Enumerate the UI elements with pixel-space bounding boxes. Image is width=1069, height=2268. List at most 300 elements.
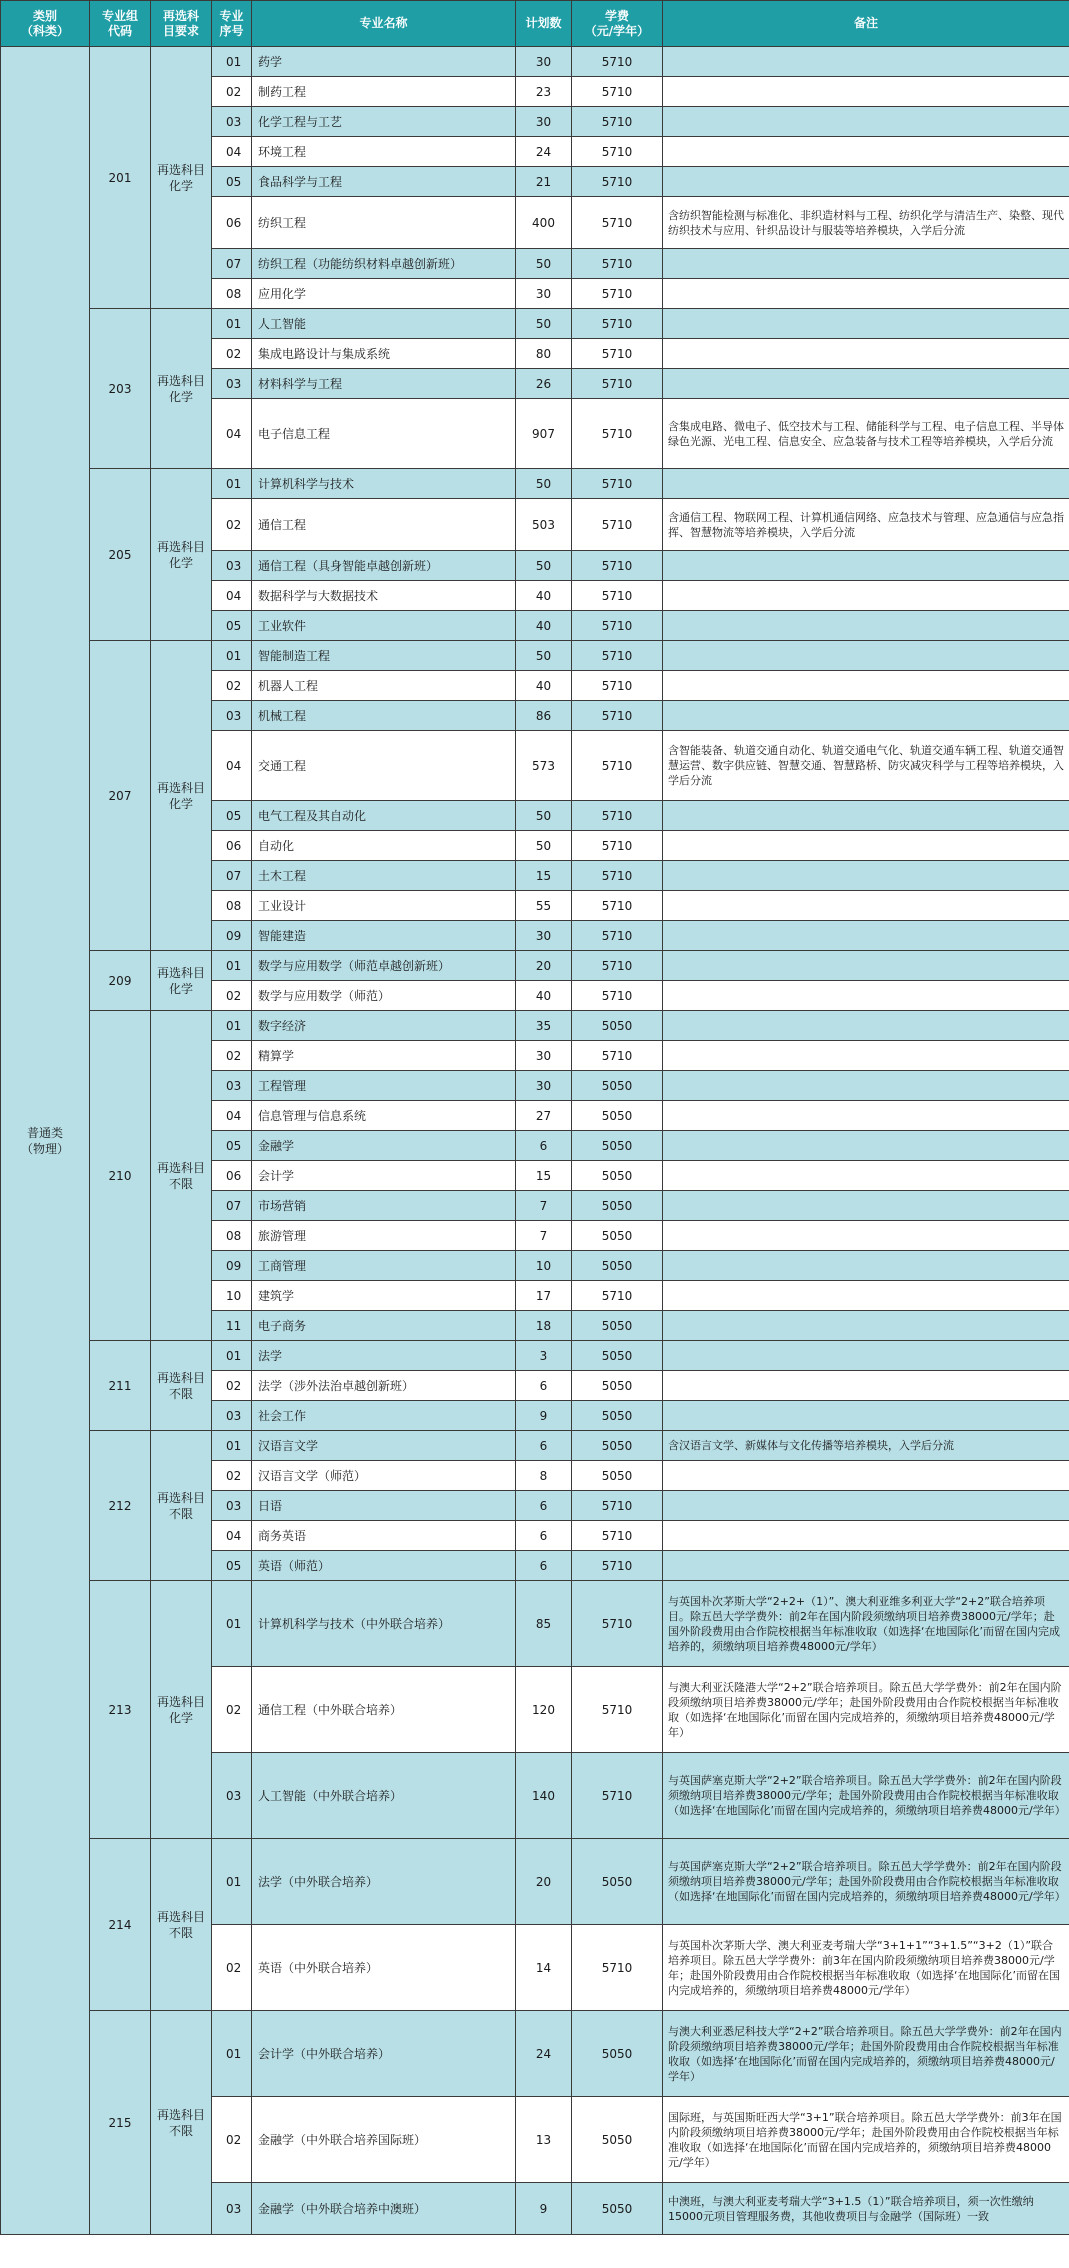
major-seq-cell: 06	[212, 831, 252, 861]
major-name-cell: 智能建造	[252, 921, 516, 951]
major-name-cell: 汉语言文学（师范）	[252, 1461, 516, 1491]
group-code-cell: 203	[90, 309, 151, 469]
fee-cell: 5710	[572, 701, 663, 731]
major-name-cell: 人工智能（中外联合培养）	[252, 1753, 516, 1839]
quota-cell: 15	[516, 861, 572, 891]
fee-cell: 5710	[572, 611, 663, 641]
remark-cell	[663, 891, 1069, 921]
major-seq-cell: 03	[212, 2183, 252, 2235]
remark-cell	[663, 1101, 1069, 1131]
remark-cell	[663, 309, 1069, 339]
quota-cell: 9	[516, 1401, 572, 1431]
major-name-cell: 应用化学	[252, 279, 516, 309]
remark-cell	[663, 469, 1069, 499]
major-name-cell: 计算机科学与技术	[252, 469, 516, 499]
quota-cell: 40	[516, 981, 572, 1011]
fee-cell: 5710	[572, 339, 663, 369]
major-name-cell: 旅游管理	[252, 1221, 516, 1251]
major-seq-cell: 02	[212, 339, 252, 369]
fee-cell: 5710	[572, 671, 663, 701]
remark-cell	[663, 1071, 1069, 1101]
remark-cell: 与英国萨塞克斯大学“2+2”联合培养项目。除五邑大学学费外：前2年在国内阶段须缴纳项目培养费38000元/学年；赴国外阶段费用由合作院校根据当年标准收取（如选择‘在地国际化’而留在国内完成培养的，须缴纳项目培养费48000元/学年）	[663, 1839, 1069, 1925]
quota-cell: 503	[516, 499, 572, 551]
major-name-cell: 工商管理	[252, 1251, 516, 1281]
remark-cell	[663, 641, 1069, 671]
major-seq-cell: 02	[212, 1041, 252, 1071]
remark-cell: 含纺织智能检测与标准化、非织造材料与工程、纺织化学与清洁生产、染整、现代纺织技术与应用、针织品设计与服装等培养模块，入学后分流	[663, 197, 1069, 249]
major-name-cell: 信息管理与信息系统	[252, 1101, 516, 1131]
major-seq-cell: 05	[212, 801, 252, 831]
fee-cell: 5710	[572, 1491, 663, 1521]
remark-cell	[663, 339, 1069, 369]
remark-cell	[663, 279, 1069, 309]
major-name-cell: 制药工程	[252, 77, 516, 107]
remark-cell: 含集成电路、微电子、低空技术与工程、储能科学与工程、电子信息工程、半导体绿色光源、光电工程、信息安全、应急装备与技术工程等培养模块，入学后分流	[663, 399, 1069, 469]
remark-cell	[663, 77, 1069, 107]
quota-cell: 20	[516, 951, 572, 981]
major-name-cell: 机械工程	[252, 701, 516, 731]
major-seq-cell: 01	[212, 1431, 252, 1461]
remark-cell	[663, 1041, 1069, 1071]
fee-cell: 5710	[572, 1667, 663, 1753]
major-seq-cell: 01	[212, 1341, 252, 1371]
major-seq-cell: 04	[212, 1101, 252, 1131]
fee-cell: 5710	[572, 77, 663, 107]
major-name-cell: 法学（涉外法治卓越创新班）	[252, 1371, 516, 1401]
fee-cell: 5050	[572, 1311, 663, 1341]
quota-cell: 24	[516, 2011, 572, 2097]
remark-cell	[663, 249, 1069, 279]
group-code-cell: 215	[90, 2011, 151, 2235]
major-seq-cell: 07	[212, 249, 252, 279]
group-code-cell: 205	[90, 469, 151, 641]
fee-cell: 5050	[572, 1839, 663, 1925]
fee-cell: 5710	[572, 469, 663, 499]
fee-cell: 5710	[572, 551, 663, 581]
major-seq-cell: 07	[212, 1191, 252, 1221]
major-name-cell: 智能制造工程	[252, 641, 516, 671]
quota-cell: 6	[516, 1551, 572, 1581]
col-header-remark: 备注	[663, 1, 1069, 47]
major-seq-cell: 02	[212, 499, 252, 551]
table-row	[1, 1341, 1069, 1371]
fee-cell: 5710	[572, 1925, 663, 2011]
subject-requirement-cell: 再选科目 化学	[151, 641, 212, 951]
fee-cell: 5710	[572, 1521, 663, 1551]
group-code-cell: 214	[90, 1839, 151, 2011]
quota-cell: 26	[516, 369, 572, 399]
major-name-cell: 英语（师范）	[252, 1551, 516, 1581]
col-header-quota: 计划数	[516, 1, 572, 47]
quota-cell: 400	[516, 197, 572, 249]
quota-cell: 8	[516, 1461, 572, 1491]
quota-cell: 15	[516, 1161, 572, 1191]
quota-cell: 13	[516, 2097, 572, 2183]
major-seq-cell: 09	[212, 1251, 252, 1281]
remark-cell	[663, 1521, 1069, 1551]
fee-cell: 5710	[572, 399, 663, 469]
remark-cell	[663, 671, 1069, 701]
major-seq-cell: 05	[212, 167, 252, 197]
major-seq-cell: 06	[212, 197, 252, 249]
remark-cell	[663, 1491, 1069, 1521]
major-seq-cell: 04	[212, 137, 252, 167]
fee-cell: 5050	[572, 1101, 663, 1131]
fee-cell: 5050	[572, 2011, 663, 2097]
major-name-cell: 建筑学	[252, 1281, 516, 1311]
quota-cell: 50	[516, 551, 572, 581]
quota-cell: 10	[516, 1251, 572, 1281]
major-seq-cell: 05	[212, 1551, 252, 1581]
fee-cell: 5050	[572, 1401, 663, 1431]
subject-requirement-cell: 再选科目 化学	[151, 469, 212, 641]
subject-requirement-cell: 再选科目 不限	[151, 1839, 212, 2011]
quota-cell: 6	[516, 1521, 572, 1551]
remark-cell	[663, 369, 1069, 399]
remark-cell: 与英国朴次茅斯大学“2+2+（1）”、澳大利亚维多利亚大学“2+2”联合培养项目。除五邑大学学费外：前2年在国内阶段须缴纳项目培养费38000元/学年；赴国外阶段费用由合作院校根据当年标准收取（如选择‘在地国际化’而留在国内完成培养的，须缴纳项目培养费48000元/学年）	[663, 1581, 1069, 1667]
remark-cell: 与英国朴次茅斯大学、澳大利亚麦考瑞大学“3+1+1”“3+1.5”“3+2（1）”联合培养项目。除五邑大学学费外：前3年在国内阶段须缴纳项目培养费38000元/学年；赴国外阶段费用由合作院校根据当年标准收取（如选择‘在地国际化’而留在国内完成培养的，须缴纳项目培养费48000元/学年）	[663, 1925, 1069, 2011]
major-seq-cell: 09	[212, 921, 252, 951]
fee-cell: 5710	[572, 249, 663, 279]
fee-cell: 5710	[572, 167, 663, 197]
quota-cell: 30	[516, 921, 572, 951]
quota-cell: 50	[516, 249, 572, 279]
quota-cell: 21	[516, 167, 572, 197]
fee-cell: 5710	[572, 831, 663, 861]
major-name-cell: 日语	[252, 1491, 516, 1521]
quota-cell: 3	[516, 1341, 572, 1371]
quota-cell: 40	[516, 671, 572, 701]
subject-requirement-cell: 再选科目 不限	[151, 1341, 212, 1431]
remark-cell	[663, 921, 1069, 951]
major-seq-cell: 03	[212, 1753, 252, 1839]
subject-requirement-cell: 再选科目 不限	[151, 1431, 212, 1581]
fee-cell: 5710	[572, 1551, 663, 1581]
major-seq-cell: 08	[212, 279, 252, 309]
col-header-category: 类别 （科类）	[1, 1, 90, 47]
fee-cell: 5710	[572, 1581, 663, 1667]
major-seq-cell: 02	[212, 1371, 252, 1401]
quota-cell: 55	[516, 891, 572, 921]
col-header-seq: 专业 序号	[212, 1, 252, 47]
table-row	[1, 469, 1069, 499]
quota-cell: 30	[516, 47, 572, 77]
remark-cell: 与英国萨塞克斯大学“2+2”联合培养项目。除五邑大学学费外：前2年在国内阶段须缴纳项目培养费38000元/学年；赴国外阶段费用由合作院校根据当年标准收取（如选择‘在地国际化’而留在国内完成培养的，须缴纳项目培养费48000元/学年）	[663, 1753, 1069, 1839]
major-seq-cell: 03	[212, 1071, 252, 1101]
remark-cell	[663, 1311, 1069, 1341]
fee-cell: 5050	[572, 2183, 663, 2235]
major-name-cell: 机器人工程	[252, 671, 516, 701]
quota-cell: 573	[516, 731, 572, 801]
col-header-major: 专业名称	[252, 1, 516, 47]
fee-cell: 5710	[572, 921, 663, 951]
fee-cell: 5050	[572, 1341, 663, 1371]
major-seq-cell: 02	[212, 1925, 252, 2011]
fee-cell: 5710	[572, 309, 663, 339]
major-name-cell: 英语（中外联合培养）	[252, 1925, 516, 2011]
major-seq-cell: 03	[212, 1491, 252, 1521]
major-seq-cell: 03	[212, 107, 252, 137]
remark-cell: 含智能装备、轨道交通自动化、轨道交通电气化、轨道交通车辆工程、轨道交通智慧运营、数字供应链、智慧交通、智慧路桥、防灾减灾科学与工程等培养模块，入学后分流	[663, 731, 1069, 801]
subject-requirement-cell: 再选科目 化学	[151, 1581, 212, 1839]
remark-cell	[663, 611, 1069, 641]
table-body	[1, 47, 1069, 2235]
remark-cell	[663, 1401, 1069, 1431]
quota-cell: 7	[516, 1221, 572, 1251]
major-name-cell: 交通工程	[252, 731, 516, 801]
quota-cell: 9	[516, 2183, 572, 2235]
quota-cell: 6	[516, 1431, 572, 1461]
major-name-cell: 通信工程	[252, 499, 516, 551]
major-name-cell: 法学	[252, 1341, 516, 1371]
major-name-cell: 会计学	[252, 1161, 516, 1191]
major-name-cell: 数字经济	[252, 1011, 516, 1041]
major-seq-cell: 01	[212, 469, 252, 499]
remark-cell	[663, 1221, 1069, 1251]
major-seq-cell: 01	[212, 1581, 252, 1667]
quota-cell: 14	[516, 1925, 572, 2011]
remark-cell	[663, 1191, 1069, 1221]
major-seq-cell: 01	[212, 2011, 252, 2097]
major-seq-cell: 04	[212, 581, 252, 611]
major-name-cell: 环境工程	[252, 137, 516, 167]
group-code-cell: 213	[90, 1581, 151, 1839]
major-name-cell: 数学与应用数学（师范）	[252, 981, 516, 1011]
remark-cell: 含汉语言文学、新媒体与文化传播等培养模块，入学后分流	[663, 1431, 1069, 1461]
fee-cell: 5710	[572, 47, 663, 77]
major-name-cell: 通信工程（中外联合培养）	[252, 1667, 516, 1753]
major-seq-cell: 02	[212, 981, 252, 1011]
fee-cell: 5710	[572, 1041, 663, 1071]
fee-cell: 5710	[572, 581, 663, 611]
fee-cell: 5050	[572, 1431, 663, 1461]
quota-cell: 27	[516, 1101, 572, 1131]
subject-requirement-cell: 再选科目 不限	[151, 1011, 212, 1341]
quota-cell: 23	[516, 77, 572, 107]
quota-cell: 50	[516, 469, 572, 499]
quota-cell: 50	[516, 801, 572, 831]
major-name-cell: 电子商务	[252, 1311, 516, 1341]
fee-cell: 5050	[572, 1461, 663, 1491]
remark-cell	[663, 581, 1069, 611]
quota-cell: 24	[516, 137, 572, 167]
fee-cell: 5710	[572, 1753, 663, 1839]
major-name-cell: 数据科学与大数据技术	[252, 581, 516, 611]
major-seq-cell: 08	[212, 891, 252, 921]
quota-cell: 140	[516, 1753, 572, 1839]
remark-cell	[663, 1461, 1069, 1491]
major-name-cell: 人工智能	[252, 309, 516, 339]
major-name-cell: 材料科学与工程	[252, 369, 516, 399]
quota-cell: 6	[516, 1131, 572, 1161]
table-row	[1, 47, 1069, 77]
fee-cell: 5050	[572, 1191, 663, 1221]
major-seq-cell: 01	[212, 1839, 252, 1925]
major-name-cell: 纺织工程（功能纺织材料卓越创新班）	[252, 249, 516, 279]
table-row	[1, 2011, 1069, 2097]
fee-cell: 5710	[572, 641, 663, 671]
quota-cell: 30	[516, 1071, 572, 1101]
fee-cell: 5050	[572, 2097, 663, 2183]
remark-cell	[663, 1011, 1069, 1041]
fee-cell: 5050	[572, 1251, 663, 1281]
group-code-cell: 201	[90, 47, 151, 309]
major-seq-cell: 02	[212, 1667, 252, 1753]
major-seq-cell: 01	[212, 641, 252, 671]
quota-cell: 20	[516, 1839, 572, 1925]
major-seq-cell: 02	[212, 671, 252, 701]
major-seq-cell: 01	[212, 951, 252, 981]
quota-cell: 86	[516, 701, 572, 731]
major-seq-cell: 02	[212, 77, 252, 107]
major-name-cell: 计算机科学与技术（中外联合培养）	[252, 1581, 516, 1667]
major-name-cell: 市场营销	[252, 1191, 516, 1221]
quota-cell: 30	[516, 107, 572, 137]
major-seq-cell: 11	[212, 1311, 252, 1341]
remark-cell: 国际班，与英国斯旺西大学“3+1”联合培养项目。除五邑大学学费外：前3年在国内阶段须缴纳项目培养费38000元/学年；赴国外阶段费用由合作院校根据当年标准收取（如选择‘在地国际化’而留在国内完成培养的，须缴纳项目培养费48000元/学年）	[663, 2097, 1069, 2183]
quota-cell: 6	[516, 1371, 572, 1401]
major-seq-cell: 03	[212, 369, 252, 399]
major-seq-cell: 01	[212, 47, 252, 77]
fee-cell: 5710	[572, 1281, 663, 1311]
major-name-cell: 汉语言文学	[252, 1431, 516, 1461]
major-name-cell: 会计学（中外联合培养）	[252, 2011, 516, 2097]
fee-cell: 5050	[572, 1131, 663, 1161]
quota-cell: 907	[516, 399, 572, 469]
group-code-cell: 212	[90, 1431, 151, 1581]
remark-cell	[663, 1251, 1069, 1281]
table-row	[1, 1011, 1069, 1041]
quota-cell: 17	[516, 1281, 572, 1311]
quota-cell: 18	[516, 1311, 572, 1341]
remark-cell	[663, 1371, 1069, 1401]
major-name-cell: 药学	[252, 47, 516, 77]
major-seq-cell: 04	[212, 731, 252, 801]
major-seq-cell: 02	[212, 2097, 252, 2183]
fee-cell: 5710	[572, 369, 663, 399]
remark-cell	[663, 1161, 1069, 1191]
fee-cell: 5710	[572, 801, 663, 831]
remark-cell	[663, 861, 1069, 891]
remark-cell	[663, 551, 1069, 581]
major-name-cell: 社会工作	[252, 1401, 516, 1431]
major-name-cell: 商务英语	[252, 1521, 516, 1551]
subject-requirement-cell: 再选科目 化学	[151, 309, 212, 469]
header-row	[1, 1, 1069, 47]
major-name-cell: 金融学（中外联合培养中澳班）	[252, 2183, 516, 2235]
major-name-cell: 金融学（中外联合培养国际班）	[252, 2097, 516, 2183]
table-row	[1, 309, 1069, 339]
major-name-cell: 食品科学与工程	[252, 167, 516, 197]
fee-cell: 5050	[572, 1071, 663, 1101]
major-seq-cell: 10	[212, 1281, 252, 1311]
fee-cell: 5710	[572, 731, 663, 801]
subject-requirement-cell: 再选科目 化学	[151, 47, 212, 309]
major-seq-cell: 08	[212, 1221, 252, 1251]
quota-cell: 120	[516, 1667, 572, 1753]
major-name-cell: 精算学	[252, 1041, 516, 1071]
fee-cell: 5710	[572, 137, 663, 167]
quota-cell: 50	[516, 831, 572, 861]
major-name-cell: 集成电路设计与集成系统	[252, 339, 516, 369]
major-seq-cell: 01	[212, 1011, 252, 1041]
major-seq-cell: 04	[212, 1521, 252, 1551]
major-seq-cell: 05	[212, 611, 252, 641]
quota-cell: 40	[516, 611, 572, 641]
major-name-cell: 工业设计	[252, 891, 516, 921]
major-seq-cell: 07	[212, 861, 252, 891]
group-code-cell: 210	[90, 1011, 151, 1341]
major-name-cell: 通信工程（具身智能卓越创新班）	[252, 551, 516, 581]
major-name-cell: 数学与应用数学（师范卓越创新班）	[252, 951, 516, 981]
major-name-cell: 法学（中外联合培养）	[252, 1839, 516, 1925]
quota-cell: 35	[516, 1011, 572, 1041]
remark-cell	[663, 981, 1069, 1011]
fee-cell: 5710	[572, 107, 663, 137]
remark-cell	[663, 1341, 1069, 1371]
major-seq-cell: 03	[212, 701, 252, 731]
major-seq-cell: 06	[212, 1161, 252, 1191]
major-seq-cell: 04	[212, 399, 252, 469]
remark-cell: 与澳大利亚沃隆港大学“2+2”联合培养项目。除五邑大学学费外：前2年在国内阶段须缴纳项目培养费38000元/学年；赴国外阶段费用由合作院校根据当年标准收取（如选择‘在地国际化’而留在国内完成培养的，须缴纳项目培养费48000元/学年）	[663, 1667, 1069, 1753]
fee-cell: 5710	[572, 499, 663, 551]
remark-cell	[663, 1131, 1069, 1161]
fee-cell: 5710	[572, 197, 663, 249]
fee-cell: 5710	[572, 891, 663, 921]
table-row	[1, 641, 1069, 671]
major-seq-cell: 01	[212, 309, 252, 339]
group-code-cell: 209	[90, 951, 151, 1011]
major-seq-cell: 02	[212, 1461, 252, 1491]
fee-cell: 5050	[572, 1011, 663, 1041]
fee-cell: 5710	[572, 951, 663, 981]
quota-cell: 40	[516, 581, 572, 611]
major-name-cell: 工业软件	[252, 611, 516, 641]
col-header-subject-req: 再选科 目要求	[151, 1, 212, 47]
fee-cell: 5050	[572, 1221, 663, 1251]
remark-cell: 含通信工程、物联网工程、计算机通信网络、应急技术与管理、应急通信与应急指挥、智慧物流等培养模块，入学后分流	[663, 499, 1069, 551]
fee-cell: 5050	[572, 1371, 663, 1401]
col-header-group-code: 专业组 代码	[90, 1, 151, 47]
fee-cell: 5710	[572, 279, 663, 309]
major-name-cell: 工程管理	[252, 1071, 516, 1101]
major-name-cell: 电气工程及其自动化	[252, 801, 516, 831]
quota-cell: 85	[516, 1581, 572, 1667]
remark-cell	[663, 107, 1069, 137]
remark-cell	[663, 137, 1069, 167]
major-seq-cell: 03	[212, 551, 252, 581]
remark-cell	[663, 1281, 1069, 1311]
category-cell: 普通类 （物理）	[1, 47, 90, 2235]
table-row	[1, 951, 1069, 981]
quota-cell: 50	[516, 641, 572, 671]
major-seq-cell: 03	[212, 1401, 252, 1431]
major-name-cell: 纺织工程	[252, 197, 516, 249]
remark-cell: 中澳班，与澳大利亚麦考瑞大学“3+1.5（1）”联合培养项目，须一次性缴纳15000元项目管理服务费，其他收费项目与金融学（国际班）一致	[663, 2183, 1069, 2235]
remark-cell	[663, 951, 1069, 981]
remark-cell	[663, 701, 1069, 731]
quota-cell: 50	[516, 309, 572, 339]
remark-cell	[663, 1551, 1069, 1581]
fee-cell: 5050	[572, 1161, 663, 1191]
quota-cell: 7	[516, 1191, 572, 1221]
quota-cell: 30	[516, 1041, 572, 1071]
major-seq-cell: 05	[212, 1131, 252, 1161]
major-name-cell: 电子信息工程	[252, 399, 516, 469]
major-name-cell: 化学工程与工艺	[252, 107, 516, 137]
major-name-cell: 土木工程	[252, 861, 516, 891]
fee-cell: 5710	[572, 981, 663, 1011]
